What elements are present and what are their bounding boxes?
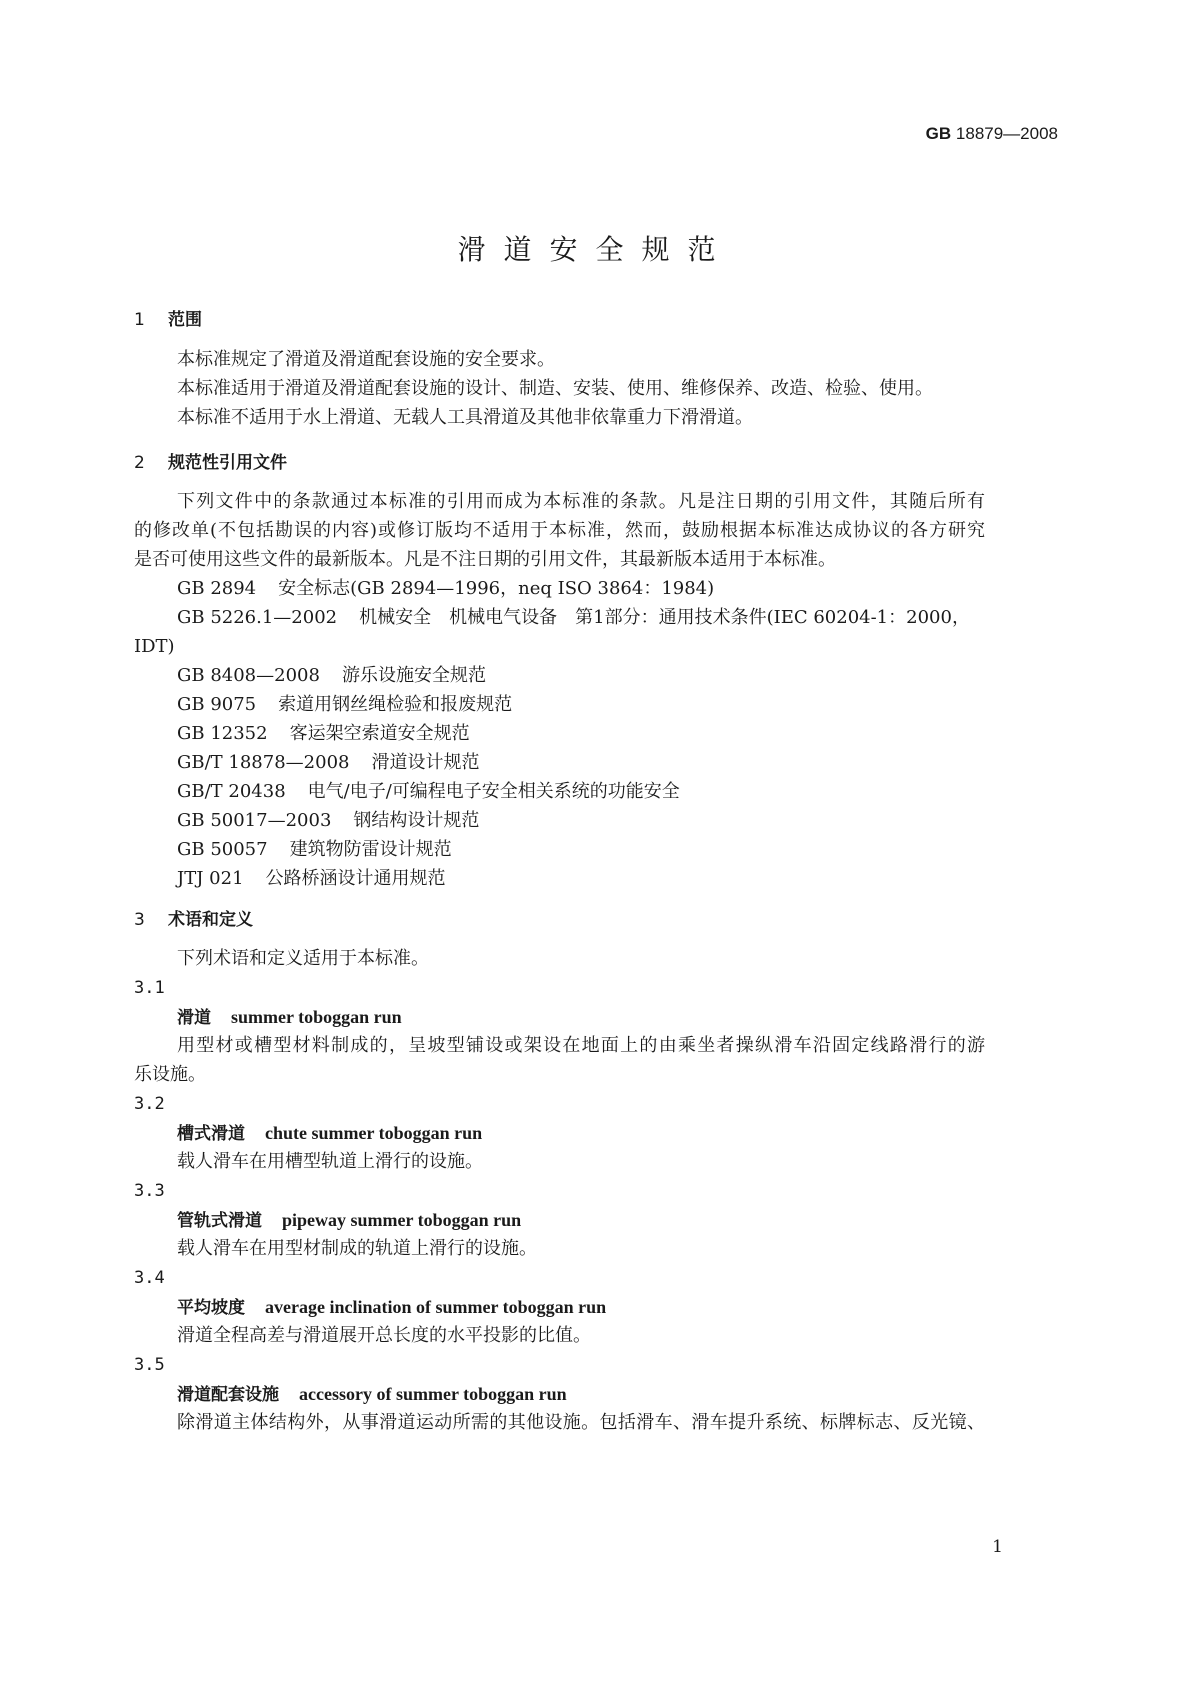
section-number: 2 [134, 453, 145, 473]
clause-number: 3.1 [134, 978, 165, 998]
page-number: 1 [992, 1537, 1003, 1557]
reference-code: GB 5226.1—2002 [177, 607, 338, 628]
term-definition: 载人滑车在用槽型轨道上滑行的设施。 [177, 1151, 483, 1172]
standard-prefix: GB [925, 124, 952, 143]
reference-code: GB 8408—2008 [177, 665, 320, 686]
term-zh: 滑道配套设施 [177, 1385, 279, 1405]
term-entry [177, 1005, 402, 1030]
reference-code: JTJ 021 [177, 868, 244, 889]
reference-code: GB 9075 [177, 694, 257, 715]
reference-item [177, 722, 470, 746]
term-zh: 槽式滑道 [177, 1124, 245, 1144]
section-number: 1 [134, 310, 145, 330]
reference-code: GB/T 20438 [177, 781, 286, 802]
standard-number [926, 124, 1058, 144]
standard-code: 18879—2008 [955, 124, 1058, 143]
term-zh: 滑道 [177, 1008, 211, 1028]
reference-title: 机械安全 机械电气设备 第1部分：通用技术条件(IEC 60204-1：2000， [359, 607, 970, 628]
term-en: chute summer toboggan run [265, 1123, 483, 1143]
document-title: 滑道安全规范 [457, 233, 734, 266]
clause-number: 3.4 [134, 1268, 165, 1288]
paragraph: 本标准规定了滑道及滑道配套设施的安全要求。 [177, 349, 555, 370]
paragraph: 下列文件中的条款通过本标准的引用而成为本标准的条款。凡是注日期的引用文件，其随后所有 [177, 491, 985, 512]
reference-item [177, 867, 446, 891]
term-entry [177, 1121, 482, 1146]
term-zh: 平均坡度 [177, 1298, 245, 1318]
term-zh: 管轨式滑道 [177, 1211, 262, 1231]
term-entry [177, 1382, 567, 1407]
reference-code: GB 2894 [177, 578, 257, 599]
term-en: pipeway summer toboggan run [282, 1210, 522, 1230]
section-heading [134, 451, 287, 475]
reference-item [177, 838, 452, 862]
term-entry [177, 1208, 521, 1233]
clause-number: 3.5 [134, 1355, 165, 1375]
reference-item [177, 664, 486, 688]
section-heading [134, 908, 253, 932]
reference-title: 安全标志(GB 2894—1996，neq ISO 3864：1984) [278, 578, 715, 599]
term-en: average inclination of summer toboggan run [265, 1297, 607, 1317]
reference-code: GB 50017—2003 [177, 810, 332, 831]
reference-title: 钢结构设计规范 [353, 810, 480, 831]
reference-title: 公路桥涵设计通用规范 [265, 868, 446, 889]
reference-item [177, 577, 714, 601]
term-definition: 乐设施。 [134, 1064, 206, 1085]
reference-item [177, 693, 512, 717]
section-title: 范围 [168, 310, 202, 330]
reference-code: GB/T 18878—2008 [177, 752, 350, 773]
term-en: accessory of summer toboggan run [299, 1384, 567, 1404]
reference-continuation: IDT) [134, 636, 175, 657]
reference-item [177, 606, 970, 630]
reference-title: 滑道设计规范 [371, 752, 480, 773]
reference-title: 客运架空索道安全规范 [289, 723, 470, 744]
reference-code: GB 50057 [177, 839, 268, 860]
term-en: summer toboggan run [231, 1007, 402, 1027]
reference-title: 索道用钢丝绳检验和报废规范 [278, 694, 513, 715]
reference-item [177, 780, 680, 804]
reference-title: 电气/电子/可编程电子安全相关系统的功能安全 [307, 781, 680, 802]
section-number: 3 [134, 910, 145, 930]
section-heading [134, 308, 202, 332]
term-definition: 载人滑车在用型材制成的轨道上滑行的设施。 [177, 1238, 537, 1259]
term-definition: 除滑道主体结构外，从事滑道运动所需的其他设施。包括滑车、滑车提升系统、标牌标志、反光镜、 [177, 1412, 985, 1433]
section-title: 规范性引用文件 [168, 453, 287, 473]
reference-code: GB 12352 [177, 723, 268, 744]
reference-item [177, 809, 479, 833]
clause-number: 3.3 [134, 1181, 165, 1201]
paragraph: 本标准适用于滑道及滑道配套设施的设计、制造、安装、使用、维修保养、改造、检验、使用。 [177, 378, 933, 399]
reference-title: 游乐设施安全规范 [341, 665, 486, 686]
paragraph: 下列术语和定义适用于本标准。 [177, 948, 429, 969]
paragraph: 本标准不适用于水上滑道、无载人工具滑道及其他非依靠重力下滑滑道。 [177, 407, 753, 428]
term-entry [177, 1295, 606, 1320]
term-definition: 用型材或槽型材料制成的，呈坡型铺设或架设在地面上的由乘坐者操纵滑车沿固定线路滑行的游 [177, 1035, 985, 1056]
reference-item [177, 751, 479, 775]
paragraph: 的修改单(不包括勘误的内容)或修订版均不适用于本标准，然而，鼓励根据本标准达成协议的各方研究 [134, 520, 985, 541]
clause-number: 3.2 [134, 1094, 165, 1114]
section-title: 术语和定义 [168, 910, 253, 930]
reference-title: 建筑物防雷设计规范 [289, 839, 452, 860]
paragraph: 是否可使用这些文件的最新版本。凡是不注日期的引用文件，其最新版本适用于本标准。 [134, 549, 836, 570]
term-definition: 滑道全程高差与滑道展开总长度的水平投影的比值。 [177, 1325, 591, 1346]
